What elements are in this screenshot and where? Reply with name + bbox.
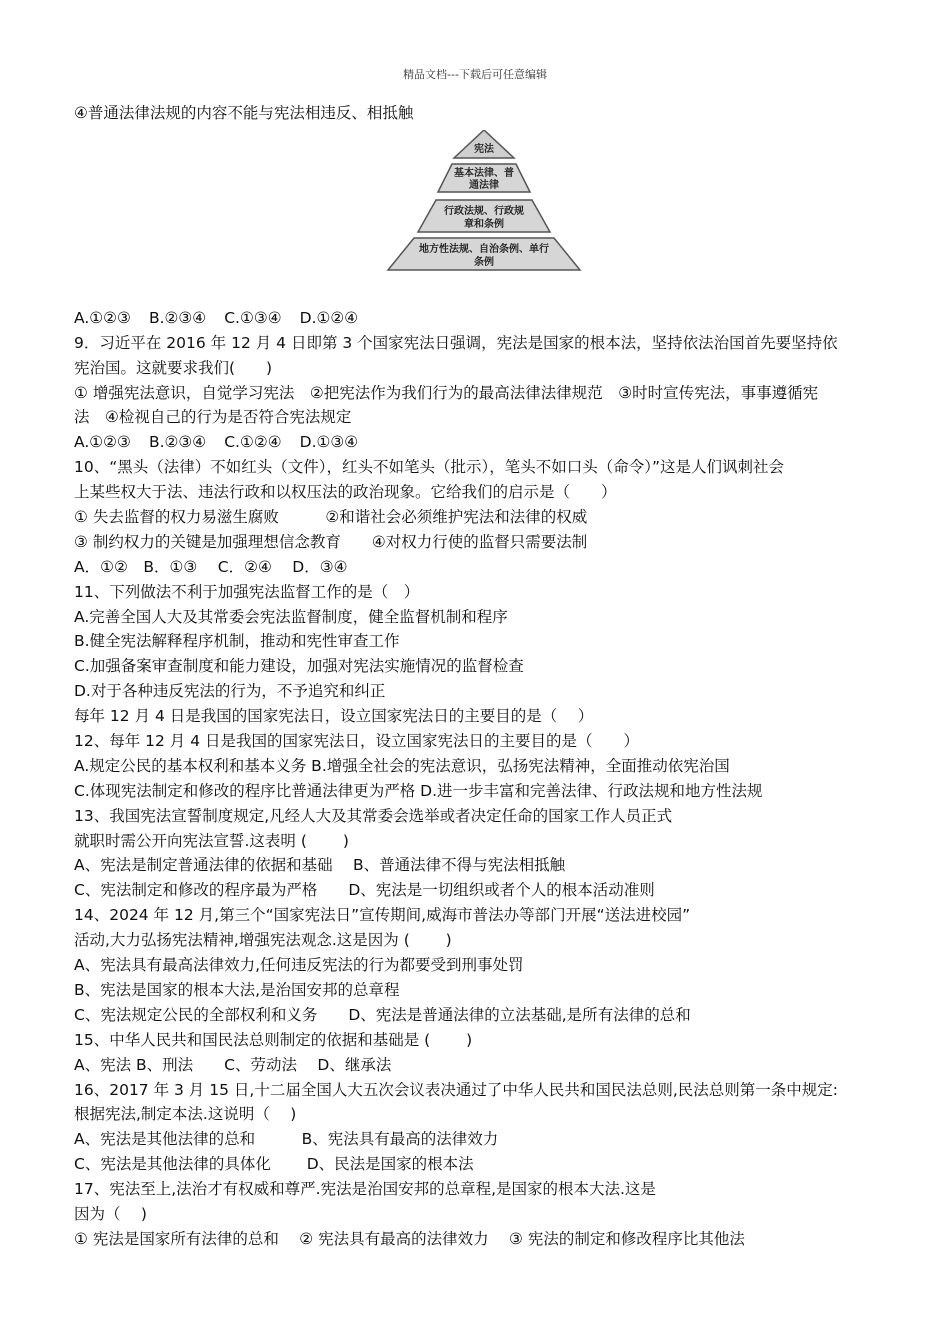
q10-stem-line-2: 上某些权大于法、违法行政和以权压法的政治现象。它给我们的启示是（ ）: [74, 483, 617, 502]
q12-options-line-1: A.规定公民的基本权利和基本义务 B.增强全社会的宪法意识，弘扬宪法精神，全面推动依宪治国: [74, 756, 730, 775]
law-pyramid-diagram: [374, 130, 594, 280]
q11-option-d: D.对于各种违反宪法的行为，不予追究和纠正: [74, 682, 386, 701]
q8-option-a: A.①②③: [74, 308, 131, 327]
q13-stem-line-2: 就职时需公开向宪法宣誓.这表明 ( ): [74, 831, 349, 850]
q9-option-b: B.②③④: [148, 433, 207, 452]
q16-options-line-2: C、宪法是其他法律的具体化 D、民法是国家的根本法: [74, 1155, 474, 1174]
q10-items-line-2: ③ 制约权力的关键是加强理想信念教育 ④对权力行使的监督只需要法制: [74, 532, 588, 551]
q11-option-a: A.完善全国人大及其常委会宪法监督制度，健全监督机制和程序: [74, 607, 508, 626]
answer-item-4: ④普通法律法规的内容不能与宪法相违反、相抵触: [74, 104, 414, 122]
q8-option-d: D.①②④: [299, 308, 359, 327]
pyramid-tier-2-label-1: 基本法律、普: [454, 167, 514, 179]
q9-option-d: D.①③④: [299, 433, 359, 452]
q13-options-line-2: C、宪法制定和修改的程序最为严格 D、宪法是一切组织或者个人的根本活动准则: [74, 881, 655, 900]
law-hierarchy-pyramid-figure: [74, 126, 894, 306]
q12-options-line-2: C.体现宪法制定和修改的程序比普通法律更为严格 D.进一步丰富和完善法律、行政法规和地方性法规: [74, 781, 763, 800]
q11-stem: 11、下列做法不利于加强宪法监督工作的是（ ）: [74, 582, 420, 601]
pyramid-tier-3-label-1: 行政法规、行政规: [444, 205, 524, 217]
q14-stem-line-1: 14、2024 年 12 月,第三个“国家宪法日”宣传期间,威海市普法办等部门开展“送法进校园”: [74, 906, 691, 925]
extra-question-line: 每年 12 月 4 日是我国的国家宪法日，设立国家宪法日的主要目的是（ ）: [74, 707, 594, 726]
q9-option-a: A.①②③: [74, 433, 131, 452]
document-body: [74, 101, 894, 1252]
q10-items-line-1: ① 失去监督的权力易滋生腐败 ②和谐社会必须维护宪法和法律的权威: [74, 508, 588, 527]
q16-stem-line-2: 根据宪法,制定本法.这说明（ ): [74, 1105, 297, 1124]
q10-stem-line-1: 10、“黑头（法律）不如红头（文件），红头不如笔头（批示），笔头不如口头（命令）”这是人们讽刺社会: [74, 458, 785, 477]
pyramid-tier-4-label-2: 条例: [474, 256, 494, 268]
q13-stem-line-1: 13、我国宪法宣誓制度规定,凡经人大及其常委会选举或者决定任命的国家工作人员正式: [74, 806, 673, 825]
q14-option-b: B、宪法是国家的根本大法,是治国安邦的总章程: [74, 980, 400, 999]
q16-options-line-1: A、宪法是其他法律的总和 B、宪法具有最高的法律效力: [74, 1130, 499, 1149]
pyramid-tier-4-label-1: 地方性法规、自治条例、单行: [419, 243, 549, 255]
q9-items-line-1: ① 增强宪法意识，自觉学习宪法 ②把宪法作为我们行为的最高法律法律规范 ③时时宣传宪法，事事遵循宪: [74, 383, 819, 402]
q14-option-a: A、宪法具有最高法律效力,任何违反宪法的行为都要受到刑事处罚: [74, 956, 524, 975]
q9-option-c: C.①②④: [224, 433, 282, 452]
q9-stem-line-1: 9．习近平在 2016 年 12 月 4 日即第 3 个国家宪法日强调，宪法是国家的根本法，坚持依法治国首先要坚持依: [74, 333, 838, 352]
q10-options: A．①② B．①③ C．②④ D．③④: [74, 557, 348, 576]
q8-options: [74, 306, 894, 331]
q14-option-cd: C、宪法规定公民的全部权利和义务 D、宪法是普通法律的立法基础,是所有法律的总和: [74, 1005, 691, 1024]
pyramid-tier-2-label-2: 通法律: [469, 179, 499, 191]
q11-option-c: C.加强备案审查制度和能力建设，加强对宪法实施情况的监督检查: [74, 657, 524, 676]
q17-items: ① 宪法是国家所有法律的总和 ② 宪法具有最高的法律效力 ③ 宪法的制定和修改程序比其他法: [74, 1229, 745, 1248]
q9-items-line-2: 法 ④检视自己的行为是否符合宪法规定: [74, 408, 352, 427]
q15-options: A、宪法 B、刑法 C、劳动法 D、继承法: [74, 1055, 392, 1074]
q9-stem-line-2: 宪治国。这就要求我们( ): [74, 358, 273, 377]
page-header: 精品文档---下载后可任意编辑: [403, 68, 547, 81]
q15-stem: 15、中华人民共和国民法总则制定的依据和基础是 ( ): [74, 1030, 473, 1049]
pyramid-top-label: 宪法: [474, 143, 494, 155]
q8-option-c: C.①③④: [224, 308, 282, 327]
q11-option-b: B.健全宪法解释程序机制，推动和宪性审查工作: [74, 632, 400, 651]
q9-options: [74, 430, 894, 455]
q16-stem-line-1: 16、2017 年 3 月 15 日,十二届全国人大五次会议表决通过了中华人民共和国民法总则,民法总则第一条中规定:: [74, 1080, 838, 1099]
q8-option-b: B.②③④: [148, 308, 207, 327]
q12-stem: 12、每年 12 月 4 日是我国的国家宪法日，设立国家宪法日的主要目的是（ ）: [74, 732, 640, 751]
q13-options-line-1: A、宪法是制定普通法律的依据和基础 B、普通法律不得与宪法相抵触: [74, 856, 566, 875]
pyramid-tier-3-label-2: 章和条例: [464, 218, 504, 230]
q17-stem-line-1: 17、宪法至上,法治才有权威和尊严.宪法是治国安邦的总章程,是国家的根本大法.这是: [74, 1180, 656, 1199]
q14-stem-line-2: 活动,大力弘扬宪法精神,增强宪法观念.这是因为 ( ): [74, 931, 452, 950]
q17-stem-line-2: 因为（ ): [74, 1204, 147, 1223]
